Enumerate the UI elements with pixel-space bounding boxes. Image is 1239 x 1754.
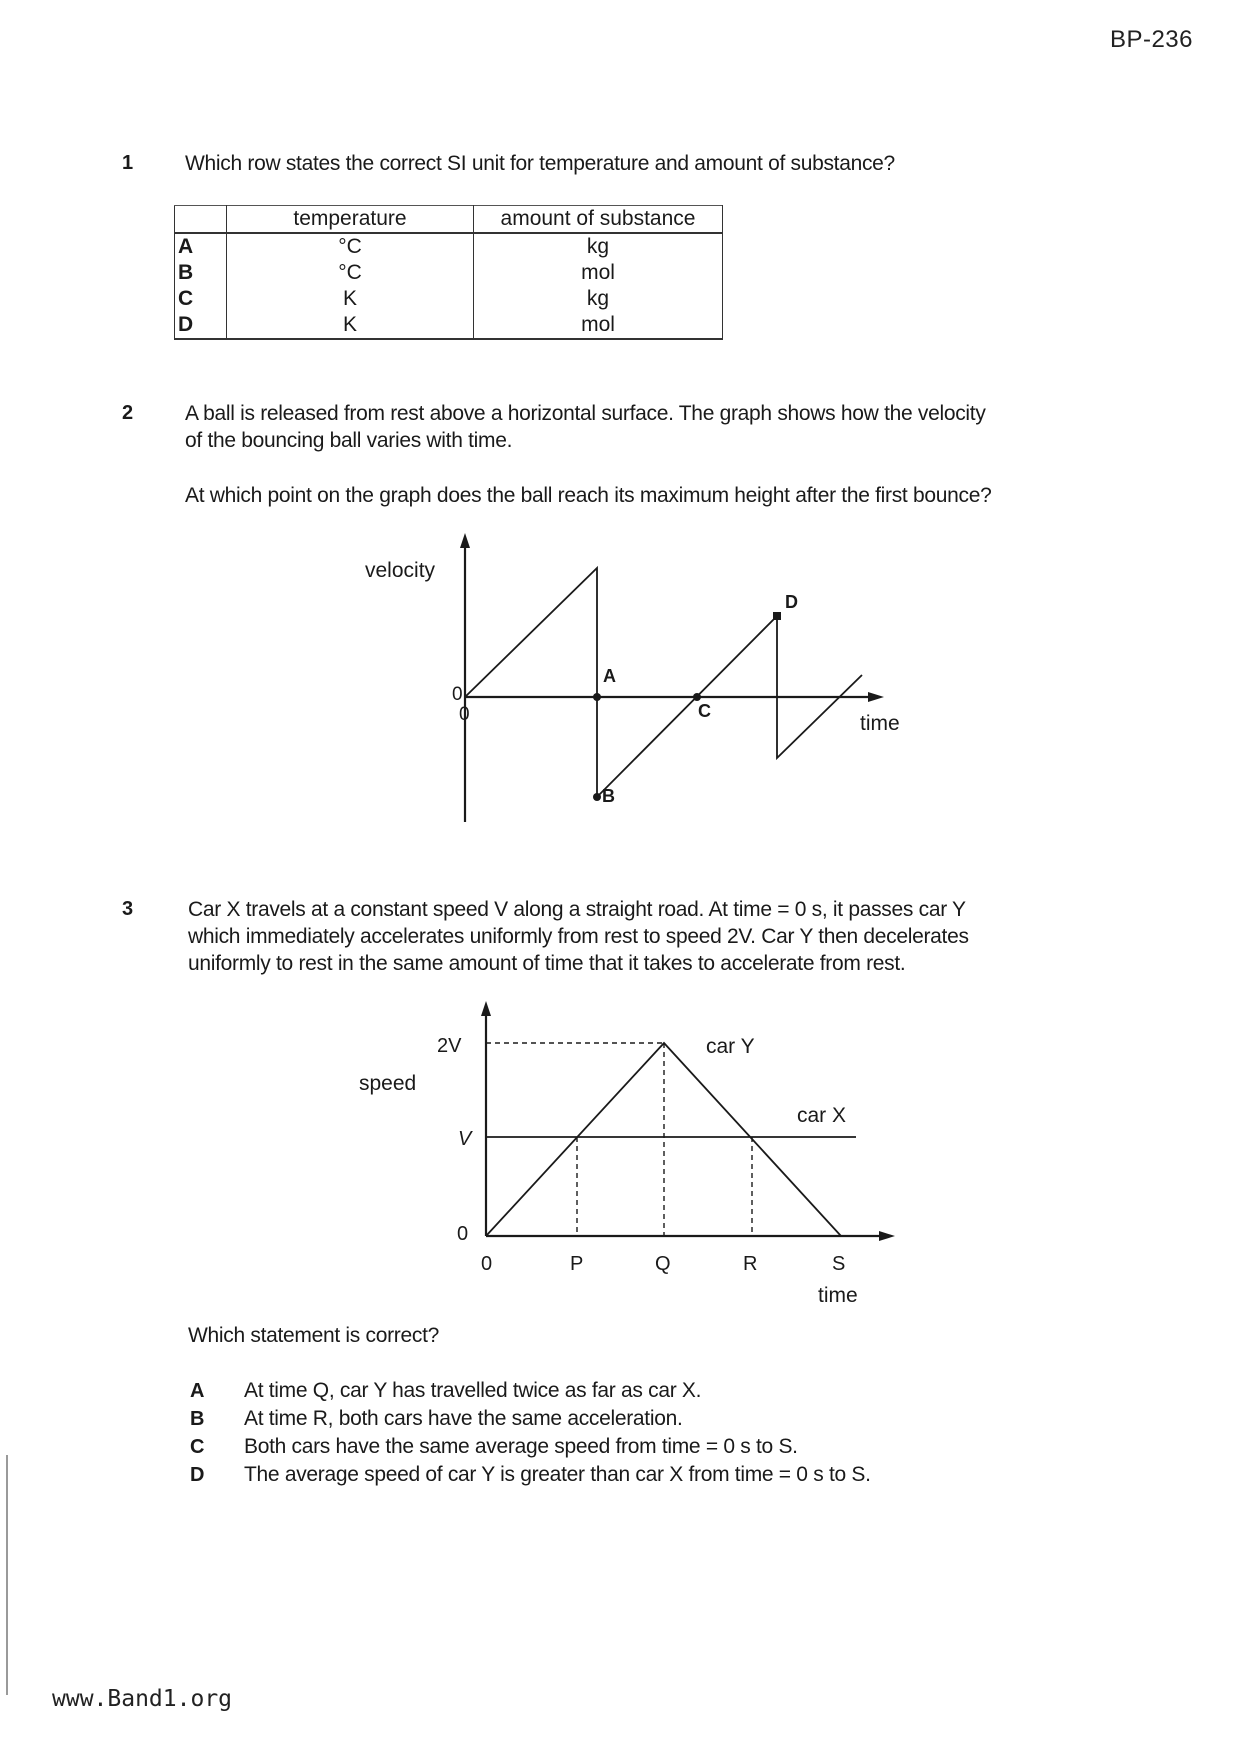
question-2-prompt: At which point on the graph does the ball reach its maximum height after the first bounce? [185, 484, 992, 507]
row-amount: kg [474, 233, 723, 260]
question-3-text-line3: uniformly to rest in the same amount of time that it takes to accelerate from rest. [188, 952, 906, 975]
row-amount: kg [474, 286, 723, 312]
question-3-text-line2: which immediately accelerates uniformly from rest to speed 2V. Car Y then decelerates [188, 925, 969, 948]
option-key: B [190, 1408, 205, 1430]
row-temperature: K [227, 286, 474, 312]
point-d-label: D [785, 592, 798, 612]
option-text: At time Q, car Y has travelled twice as far as car X. [244, 1379, 702, 1402]
option-key: A [190, 1380, 205, 1402]
x-tick-s: S [832, 1253, 846, 1275]
x-tick-0: 0 [481, 1253, 493, 1275]
options-list [190, 1377, 871, 1489]
question-3-number: 3 [122, 898, 134, 920]
graph2-xlabel: time [860, 712, 900, 735]
paper-code: BP-236 [1109, 26, 1193, 53]
point-a-label: A [603, 666, 616, 686]
x-tick-r: R [743, 1253, 758, 1275]
point-b-label: B [602, 786, 615, 806]
car-y-label: car Y [706, 1035, 755, 1058]
row-amount: mol [474, 312, 723, 339]
row-key: A [175, 233, 227, 260]
option-a [190, 1377, 871, 1405]
table-header-amount: amount of substance [474, 206, 723, 234]
row-key: B [175, 260, 227, 286]
option-key: D [190, 1464, 205, 1486]
option-text: The average speed of car Y is greater than car X from time = 0 s to S. [244, 1463, 871, 1486]
graph3-ylabel: speed [359, 1072, 417, 1095]
graph2-origin-y: 0 [452, 684, 463, 705]
row-amount: mol [474, 260, 723, 286]
car-x-label: car X [797, 1104, 847, 1127]
option-b [190, 1405, 871, 1433]
option-key: C [190, 1436, 205, 1458]
question-2-number: 2 [122, 402, 134, 424]
graph2-ylabel: velocity [365, 559, 436, 582]
speed-time-graph [359, 1001, 895, 1307]
question-2-text-line2: of the bouncing ball varies with time. [185, 429, 513, 452]
option-text: At time R, both cars have the same acceleration. [244, 1407, 683, 1430]
option-c [190, 1433, 871, 1461]
y-tick-0: 0 [457, 1223, 469, 1245]
x-tick-p: P [570, 1253, 584, 1275]
question-1-text: Which row states the correct SI unit for temperature and amount of substance? [185, 152, 895, 175]
question-1-number: 1 [122, 152, 134, 174]
scan-margin-line [6, 1455, 8, 1695]
y-axis-arrow-icon [460, 533, 470, 548]
question-3-text-line1: Car X travels at a constant speed V along a straight road. At time = 0 s, it passes car Y [188, 898, 966, 921]
y-tick-v: V [458, 1128, 472, 1150]
option-d [190, 1461, 871, 1489]
footer-website[interactable]: www.Band1.org [52, 1686, 233, 1712]
row-key: C [175, 286, 227, 312]
table-header-temperature: temperature [227, 206, 474, 234]
row-key: D [175, 312, 227, 339]
x-tick-q: Q [655, 1253, 671, 1275]
question-3-prompt: Which statement is correct? [188, 1324, 439, 1347]
y-tick-2v: 2V [437, 1035, 462, 1057]
option-text: Both cars have the same average speed from time = 0 s to S. [244, 1435, 798, 1458]
row-temperature: °C [227, 260, 474, 286]
x-axis-arrow-icon [879, 1231, 895, 1241]
question-2-text-line1: A ball is released from rest above a horizontal surface. The graph shows how the velocity [185, 402, 986, 425]
row-temperature: K [227, 312, 474, 339]
row-temperature: °C [227, 233, 474, 260]
x-axis-arrow-icon [868, 692, 884, 702]
point-c-label: C [698, 701, 711, 721]
graph3-xlabel: time [818, 1284, 858, 1307]
graph2-origin-x: 0 [459, 704, 470, 725]
y-axis-arrow-icon [481, 1001, 491, 1016]
